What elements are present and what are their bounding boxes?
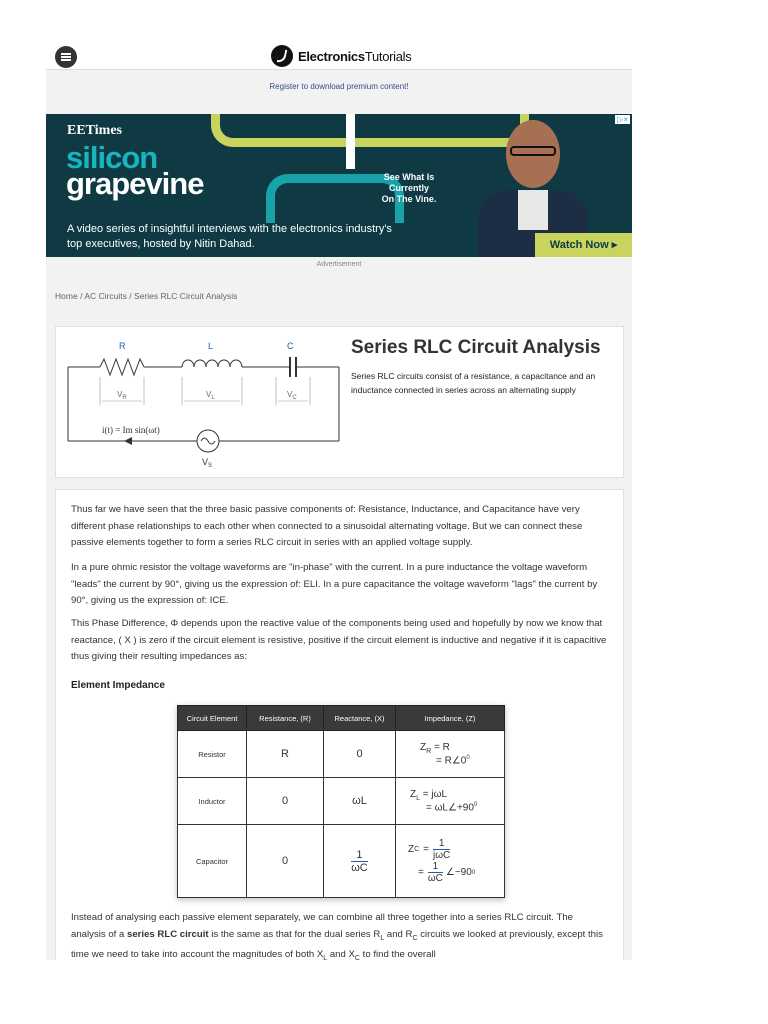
hamburger-menu-icon[interactable] [55, 46, 77, 68]
adchoices-icon[interactable]: ▷× [617, 115, 628, 124]
cell-element: Capacitor [178, 825, 247, 898]
label-c: C [287, 341, 294, 351]
page-container [46, 40, 632, 960]
cell-impedance: Z C = 1 jωC = $\frac{1}{\omega C}$ ∠−90 0 [396, 825, 505, 898]
ad-tagline [364, 172, 454, 205]
hero-card [55, 326, 624, 478]
cell-impedance: $Z_L = j\omega L$ = $\omega L\angle+90^0$ [396, 778, 505, 825]
site-header [46, 40, 632, 70]
logo-icon [271, 45, 293, 67]
breadcrumb-home[interactable]: Home [55, 291, 78, 301]
site-logo[interactable] [271, 45, 411, 67]
cell-reactance: $\frac{1}{\omega C}$ [324, 825, 396, 898]
current-equation: i(t) = Im sin(ωt) [102, 425, 160, 435]
section-heading: Element Impedance [71, 680, 165, 691]
cell-impedance: $Z_R = R$ = $R\angle 0^0$ [396, 731, 505, 778]
impedance-table [177, 705, 505, 898]
ad-title-line1: silicon [66, 140, 158, 175]
ad-description: A video series of insightful interviews with the electronics industry's top executives, hosted by Nitin Dahad. [67, 223, 392, 250]
paragraph-1: Thus far we have seen that the three basic passive components of: Resistance, Inductance, and Capacitance have very different phase relationships to each other when connected to a sinusoidal alternating voltage. But we can connect these passive elements together to form a series RLC circuit in series with an applied voltage supply. [71, 504, 583, 548]
page-title: Series RLC Circuit Analysis [351, 337, 601, 358]
cell-reactance: ωL [324, 778, 396, 825]
cell-resistance: 0 [247, 778, 324, 825]
ad-brand: EETimes [67, 123, 122, 138]
table-row [178, 731, 505, 778]
breadcrumb-current: Series RLC Circuit Analysis [133, 291, 238, 301]
cell-resistance: R [247, 731, 324, 778]
breadcrumb-separator: / [80, 291, 83, 301]
table-header-row [178, 706, 505, 731]
paragraph-2: In a pure ohmic resistor the voltage waveforms are "in-phase" with the current. In a pure inductance the voltage waveform "leads" the current by 90°, giving us the expression of: ELI. In a pure capacitance the voltage waveform "lags" the current by 90°, giving us the expression of: ICE. [71, 562, 598, 606]
current-arrow-icon [124, 437, 132, 445]
ad-tagline-line1: See What Is Currently [383, 172, 435, 193]
paragraph-3: This Phase Difference, Φ depends upon the reactive value of the components being used and hopefully by now we know that reactance, ( X ) is zero if the circuit element is resistive, positive if the circuit element is inductive and negative if it is capacitive thus giving their resulting impedances as: [71, 618, 607, 662]
cell-resistance: 0 [247, 825, 324, 898]
cell-element: Inductor [178, 778, 247, 825]
table-header: Resistance, (R) [247, 706, 324, 731]
logo-text: ElectronicsTutorials [298, 48, 412, 64]
advertisement-label: Advertisement [316, 261, 362, 268]
page-summary: Series RLC circuits consist of a resistance, a capacitance and an inductance connected in series across an alternating supply [351, 371, 596, 395]
table-header: Circuit Element [178, 706, 247, 731]
rlc-circuit-diagram [64, 337, 344, 472]
table-header: Reactance, (X) [324, 706, 396, 731]
article-body [55, 489, 624, 960]
advertisement-banner[interactable] [46, 114, 632, 257]
label-vl: $V_L$ [206, 390, 215, 401]
label-l: L [208, 341, 214, 351]
label-r: R [119, 341, 126, 351]
label-vr: $V_R$ [117, 390, 127, 401]
breadcrumb [55, 291, 237, 301]
watch-now-button[interactable]: Watch Now ▸ [535, 233, 632, 257]
paragraph-4: Instead of analysing each passive element separately, we can combine all three together into a series RLC circuit. The analysis of a series RLC circuit is the same as that for the dual series $R_L$ and $R_C$ circuits we looked at previously, except this time we need to take into account the magnitudes of both $X_L$ and $X_C$ to find the overall [71, 912, 603, 960]
table-row [178, 825, 505, 898]
ad-title-line2: grapevine [66, 166, 204, 201]
ad-decoration [346, 114, 355, 169]
cell-element: Resistor [178, 731, 247, 778]
label-vc: $V_C$ [287, 390, 297, 401]
table-row [178, 778, 505, 825]
cell-reactance: 0 [324, 731, 396, 778]
label-vs: $V_S$ [202, 457, 213, 469]
ad-tagline-line2: On The Vine. [381, 194, 437, 204]
table-header: Impedance, (Z) [396, 706, 505, 731]
register-link[interactable]: Register to download premium content! [269, 82, 409, 91]
breadcrumb-separator: / [129, 291, 132, 301]
breadcrumb-ac-circuits[interactable]: AC Circuits [84, 291, 127, 301]
